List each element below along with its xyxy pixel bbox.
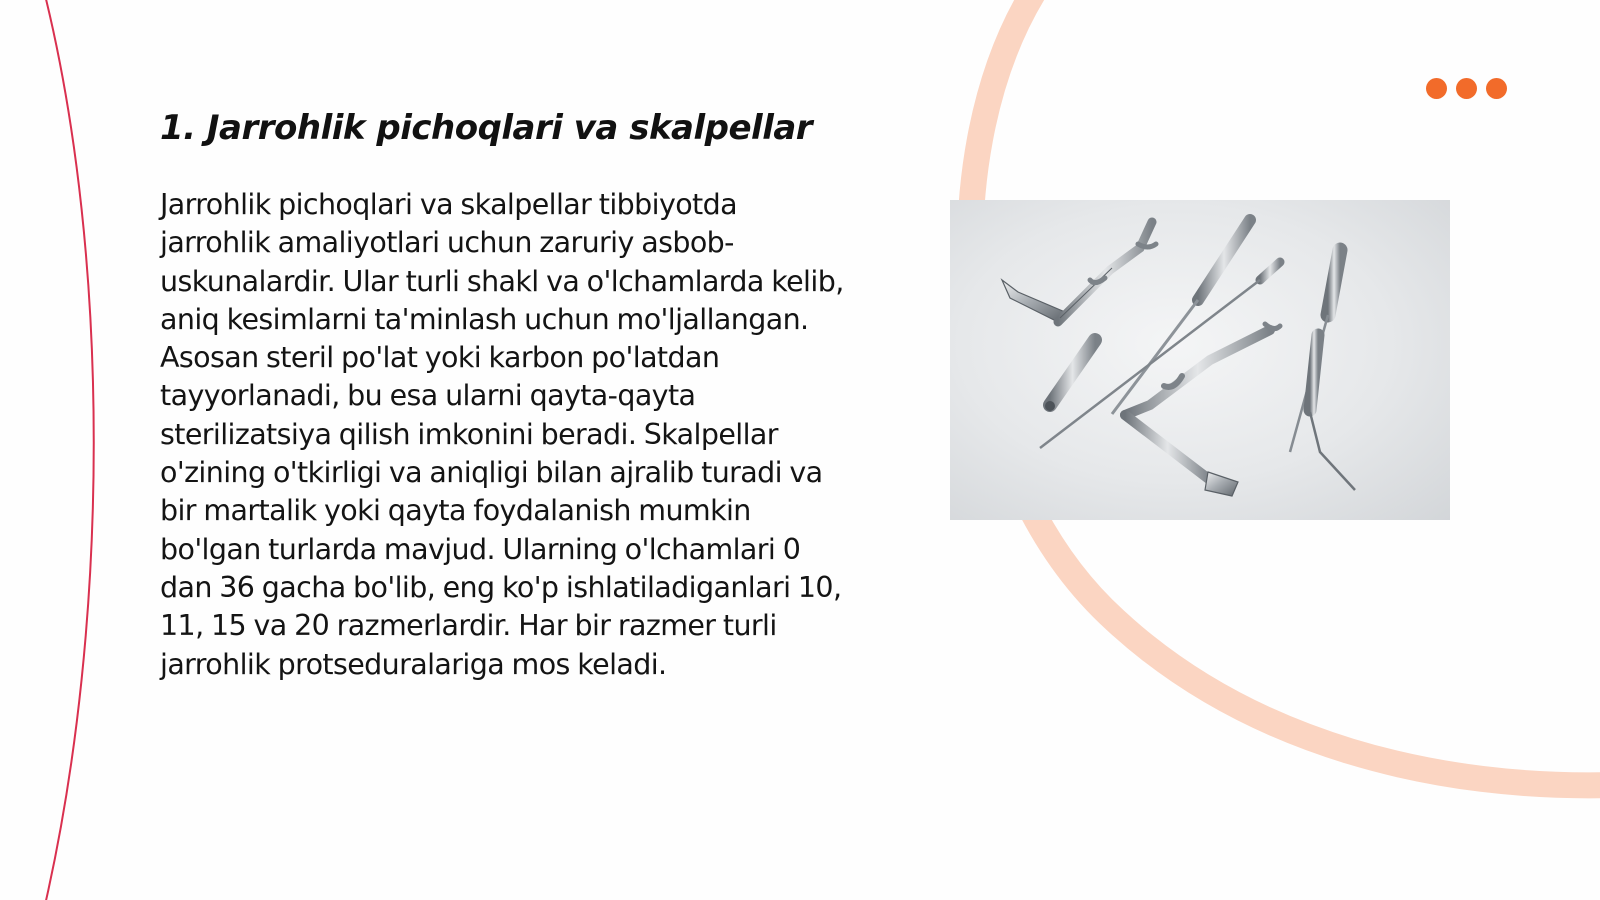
scalpel-handle-short [1045,340,1095,411]
hook-instrument [1310,335,1355,490]
accent-dot [1486,78,1507,99]
surgical-instruments-photo [950,200,1450,520]
probe-instrument [1040,262,1280,448]
surgical-instruments-illustration [950,200,1450,520]
slide-title: 1. Jarrohlik pichoqlari va skalpellar [160,108,813,148]
accent-dot [1426,78,1447,99]
retractor-instrument [1002,222,1156,322]
slide-body-text: Jarrohlik pichoqlari va skalpellar tibbiyotda jarrohlik amaliyotlari uchun zaruriy asbob-uskunalardir. Ular turli shakl va o'lchamlarda kelib, aniq kesimlarni ta'minlash uchun mo'ljallangan. Asosan steril po'lat yoki karbon po'latdan tayyorlanadi, bu esa ularni qayta-qayta sterilizatsiya qilish imkonini beradi. Skalpellar o'zining o'tkirligi va aniqligi bilan ajralib turadi va bir martalik yoki qayta foydalanish mumkin bo'lgan turlarda mavjud. Ularning o'lchamlari 0 dan 36 gacha bo'lib, eng ko'p ishlatiladiganlari 10, 11, 15 va 20 razmerlardir. Har bir razmer turli jarrohlik protseduralariga mos keladi. [160,188,844,681]
accent-dot [1456,78,1477,99]
decorative-left-line [45,0,94,900]
more-dots-icon [1426,78,1507,99]
retractor-instrument [1125,324,1280,496]
